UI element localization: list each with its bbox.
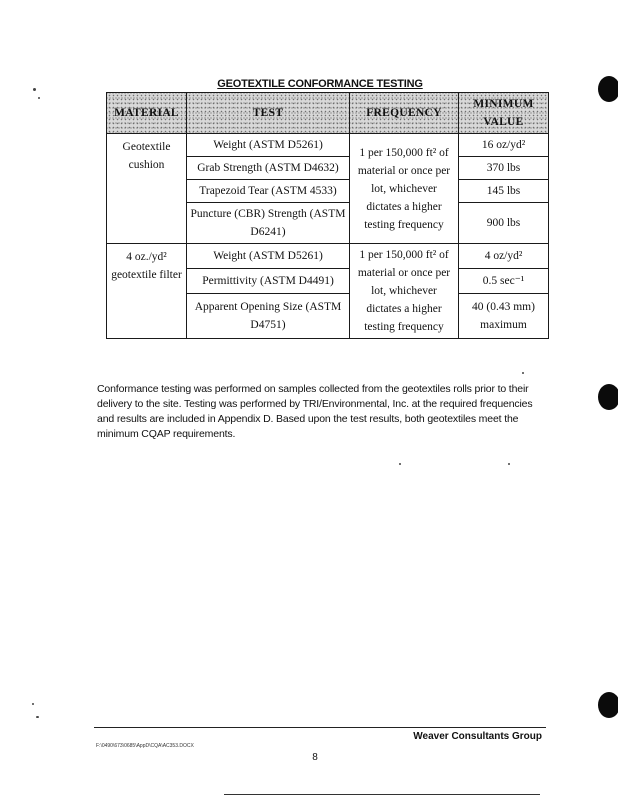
footer-rule xyxy=(94,727,546,728)
value-cell: 145 lbs xyxy=(459,180,549,203)
value-cell: 370 lbs xyxy=(459,157,549,180)
table-title: GEOTEXTILE CONFORMANCE TESTING xyxy=(217,78,423,90)
header-frequency: FREQUENCY xyxy=(350,93,459,134)
scan-speck xyxy=(33,88,36,91)
body-paragraph xyxy=(97,382,547,442)
frequency-cell: 1 per 150,000 ft² of material or once per lot, whichever dictates a higher testing frequency xyxy=(350,134,459,244)
material-cell: 4 oz./yd² geotextile filter xyxy=(107,244,187,339)
scan-speck xyxy=(36,716,39,718)
company-name: Weaver Consultants Group xyxy=(413,731,542,742)
binder-hole-top xyxy=(598,76,618,102)
conformance-table xyxy=(106,92,549,339)
scan-speck xyxy=(32,703,34,705)
paragraph-text: Conformance testing was performed on samples collected from the geotextiles rolls prior to their delivery to the site. Testing was performed by TRI/Environmental, Inc. at the required frequencies and results are included in Appendix D. Based upon the test results, both geotextiles meet the minimum CQAP requirements. xyxy=(97,383,533,440)
test-cell: Weight (ASTM D5261) xyxy=(187,244,350,269)
value-cell: 0.5 sec⁻¹ xyxy=(459,269,549,294)
file-path: F:\0490\673\0685\AppD\CQA\AC353.DOCX xyxy=(96,743,194,749)
header-test: TEST xyxy=(187,93,350,134)
binder-hole-bottom xyxy=(598,692,618,718)
test-cell: Permittivity (ASTM D4491) xyxy=(187,269,350,294)
test-cell: Puncture (CBR) Strength (ASTM D6241) xyxy=(187,203,350,244)
frequency-cell: 1 per 150,000 ft² of material or once per lot, whichever dictates a higher testing frequency xyxy=(350,244,459,339)
test-cell: Weight (ASTM D5261) xyxy=(187,134,350,157)
table-row xyxy=(107,134,549,157)
scan-speck xyxy=(522,372,524,374)
value-cell: 4 oz/yd² xyxy=(459,244,549,269)
value-cell: 900 lbs xyxy=(459,203,549,244)
value-cell: 40 (0.43 mm) maximum xyxy=(459,294,549,339)
bottom-rule xyxy=(224,794,540,795)
scan-speck xyxy=(508,463,510,465)
header-material: MATERIAL xyxy=(107,93,187,134)
test-cell: Trapezoid Tear (ASTM 4533) xyxy=(187,180,350,203)
test-cell: Grab Strength (ASTM D4632) xyxy=(187,157,350,180)
scan-speck xyxy=(38,97,40,99)
table-row xyxy=(107,244,549,269)
binder-hole-middle xyxy=(598,384,618,410)
scan-speck xyxy=(399,463,401,465)
header-minimum-value: MINIMUM VALUE xyxy=(459,93,549,134)
page-number: 8 xyxy=(312,752,318,763)
table-header-row xyxy=(107,93,549,134)
material-cell: Geotextile cushion xyxy=(107,134,187,244)
test-cell: Apparent Opening Size (ASTM D4751) xyxy=(187,294,350,339)
value-cell: 16 oz/yd² xyxy=(459,134,549,157)
